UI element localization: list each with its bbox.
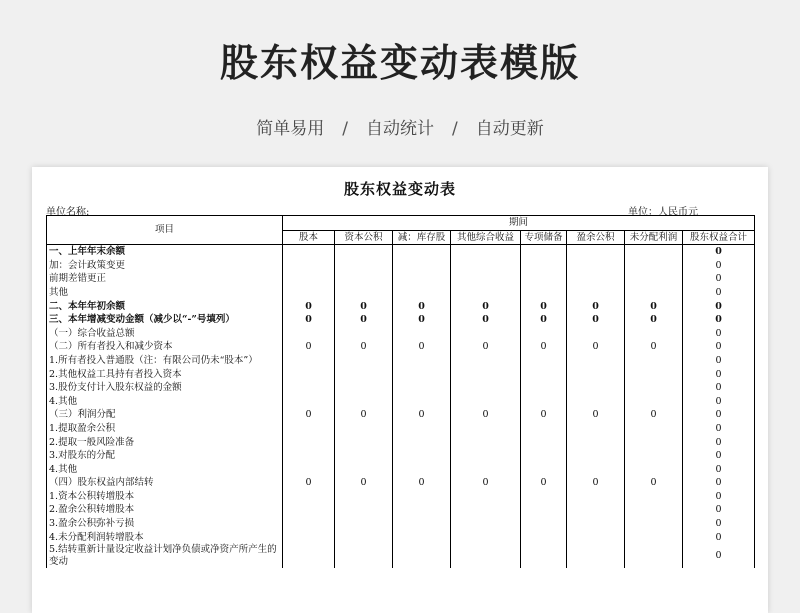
value-cell[interactable] [451,245,521,259]
value-cell[interactable]: 0 [683,300,755,314]
value-cell[interactable]: 0 [393,340,451,354]
value-cell[interactable] [335,286,393,300]
value-cell[interactable] [567,544,625,568]
feature-tags [0,114,800,139]
value-cell[interactable] [567,449,625,463]
value-cell[interactable] [283,272,335,286]
value-cell[interactable] [567,531,625,545]
value-cell[interactable] [283,354,335,368]
value-cell[interactable] [521,463,567,477]
row-label[interactable]: （一）综合收益总额 [47,327,283,341]
value-cell[interactable] [393,272,451,286]
table-row [47,476,755,490]
value-cell[interactable]: 0 [683,517,755,531]
value-cell[interactable] [521,245,567,259]
value-cell[interactable] [335,531,393,545]
row-label[interactable]: 三、本年增减变动金额（减少以“-”号填列） [47,313,283,327]
value-cell[interactable]: 0 [283,340,335,354]
row-label[interactable]: （四）股东权益内部结转 [47,476,283,490]
feature-tag: 自动更新 [475,119,544,139]
value-cell[interactable] [451,517,521,531]
value-cell[interactable]: 0 [567,408,625,422]
header-period: 期间 [283,216,755,231]
value-cell[interactable] [521,422,567,436]
column-header: 专项储备 [521,230,567,245]
value-cell[interactable] [567,463,625,477]
row-label[interactable]: 一、上年年末余额 [47,245,283,259]
value-cell[interactable] [451,368,521,382]
value-cell[interactable] [393,327,451,341]
currency-label: 单位：人民币元 [628,207,698,218]
value-cell[interactable] [567,327,625,341]
value-cell[interactable] [283,531,335,545]
value-cell[interactable] [393,381,451,395]
value-cell[interactable] [625,327,683,341]
value-cell[interactable] [451,327,521,341]
tag-separator: / [342,119,348,139]
value-cell[interactable]: 0 [683,368,755,382]
value-cell[interactable] [451,422,521,436]
table-row [47,422,755,436]
value-cell[interactable]: 0 [683,531,755,545]
value-cell[interactable] [283,368,335,382]
table-row [47,517,755,531]
value-cell[interactable] [335,245,393,259]
value-cell[interactable] [335,517,393,531]
value-cell[interactable] [283,436,335,450]
equity-statement-table [46,215,755,568]
value-cell[interactable] [521,490,567,504]
feature-tag: 简单易用 [256,119,325,139]
row-label[interactable]: （三）利润分配 [47,408,283,422]
value-cell[interactable] [625,381,683,395]
value-cell[interactable]: 0 [335,300,393,314]
row-label[interactable]: 1.资本公积转增股本 [47,490,283,504]
value-cell[interactable] [335,490,393,504]
value-cell[interactable]: 0 [683,381,755,395]
value-cell[interactable] [625,368,683,382]
table-row [47,381,755,395]
value-cell[interactable] [567,381,625,395]
value-cell[interactable] [451,272,521,286]
value-cell[interactable] [567,286,625,300]
value-cell[interactable] [521,544,567,568]
table-row [47,286,755,300]
value-cell[interactable]: 0 [451,408,521,422]
value-cell[interactable] [393,422,451,436]
value-cell[interactable]: 0 [521,313,567,327]
table-row [47,272,755,286]
value-cell[interactable]: 0 [683,272,755,286]
table-row [47,395,755,409]
value-cell[interactable] [451,354,521,368]
value-cell[interactable] [625,422,683,436]
value-cell[interactable]: 0 [683,327,755,341]
value-cell[interactable]: 0 [683,408,755,422]
value-cell[interactable] [625,531,683,545]
value-cell[interactable]: 0 [521,408,567,422]
value-cell[interactable] [521,449,567,463]
row-label[interactable]: 1.所有者投入普通股（注：有限公司仍未“股本”） [47,354,283,368]
value-cell[interactable]: 0 [567,313,625,327]
row-label[interactable]: 3.盈余公积弥补亏损 [47,517,283,531]
value-cell[interactable] [393,395,451,409]
column-header: 其他综合收益 [451,230,521,245]
value-cell[interactable] [283,490,335,504]
value-cell[interactable] [393,245,451,259]
header-item: 项目 [47,216,283,245]
value-cell[interactable]: 0 [683,286,755,300]
value-cell[interactable]: 0 [283,408,335,422]
value-cell[interactable] [451,449,521,463]
value-cell[interactable] [625,395,683,409]
value-cell[interactable] [393,503,451,517]
value-cell[interactable] [521,286,567,300]
value-cell[interactable]: 0 [451,476,521,490]
value-cell[interactable]: 0 [335,313,393,327]
value-cell[interactable] [283,327,335,341]
row-label[interactable]: 加：会计政策变更 [47,259,283,273]
value-cell[interactable] [335,422,393,436]
value-cell[interactable]: 0 [683,436,755,450]
value-cell[interactable] [393,449,451,463]
row-label[interactable]: 前期差错更正 [47,272,283,286]
value-cell[interactable] [625,503,683,517]
column-header: 资本公积 [335,230,393,245]
value-cell[interactable] [567,259,625,273]
column-header: 股本 [283,230,335,245]
value-cell[interactable] [567,503,625,517]
value-cell[interactable] [283,422,335,436]
value-cell[interactable] [567,517,625,531]
value-cell[interactable] [567,368,625,382]
value-cell[interactable] [567,245,625,259]
table-row [47,531,755,545]
value-cell[interactable]: 0 [335,408,393,422]
value-cell[interactable]: 0 [683,354,755,368]
value-cell[interactable] [625,544,683,568]
value-cell[interactable]: 0 [451,300,521,314]
value-cell[interactable] [393,517,451,531]
table-row [47,490,755,504]
value-cell[interactable] [283,395,335,409]
value-cell[interactable] [283,449,335,463]
value-cell[interactable] [521,368,567,382]
value-cell[interactable] [625,490,683,504]
value-cell[interactable]: 0 [683,245,755,259]
row-label[interactable]: 其他 [47,286,283,300]
value-cell[interactable] [283,259,335,273]
table-row [47,340,755,354]
value-cell[interactable] [451,503,521,517]
value-cell[interactable] [625,449,683,463]
value-cell[interactable] [283,503,335,517]
column-header: 未分配利润 [625,230,683,245]
table-row [47,327,755,341]
value-cell[interactable]: 0 [683,544,755,568]
value-cell[interactable] [393,286,451,300]
value-cell[interactable] [451,436,521,450]
value-cell[interactable] [625,245,683,259]
table-row [47,245,755,259]
value-cell[interactable]: 0 [625,300,683,314]
value-cell[interactable]: 0 [683,476,755,490]
value-cell[interactable] [335,327,393,341]
value-cell[interactable] [521,517,567,531]
spreadsheet-sheet [32,167,768,613]
value-cell[interactable] [335,544,393,568]
value-cell[interactable] [335,503,393,517]
value-cell[interactable]: 0 [625,340,683,354]
column-header: 减：库存股 [393,230,451,245]
value-cell[interactable] [393,436,451,450]
value-cell[interactable] [521,436,567,450]
row-label[interactable]: 2.提取一般风险准备 [47,436,283,450]
value-cell[interactable]: 0 [393,300,451,314]
value-cell[interactable] [521,327,567,341]
value-cell[interactable]: 0 [567,476,625,490]
value-cell[interactable]: 0 [683,395,755,409]
value-cell[interactable] [521,381,567,395]
row-label[interactable]: 4.其他 [47,463,283,477]
value-cell[interactable] [335,354,393,368]
value-cell[interactable] [521,531,567,545]
table-row [47,368,755,382]
table-row [47,436,755,450]
value-cell[interactable]: 0 [393,476,451,490]
row-label[interactable]: 2.其他权益工具持有者投入资本 [47,368,283,382]
column-header: 股东权益合计 [683,230,755,245]
value-cell[interactable] [451,490,521,504]
table-row [47,503,755,517]
row-label[interactable]: （二）所有者投入和减少资本 [47,340,283,354]
feature-tag: 自动统计 [366,119,434,139]
value-cell[interactable] [335,395,393,409]
value-cell[interactable]: 0 [521,300,567,314]
value-cell[interactable] [393,544,451,568]
value-cell[interactable] [521,272,567,286]
row-label[interactable]: 3.对股东的分配 [47,449,283,463]
table-row [47,408,755,422]
value-cell[interactable] [521,503,567,517]
table-row [47,300,755,314]
value-cell[interactable]: 0 [683,259,755,273]
value-cell[interactable]: 0 [625,313,683,327]
value-cell[interactable]: 0 [567,340,625,354]
value-cell[interactable] [335,463,393,477]
value-cell[interactable] [451,381,521,395]
column-header: 盈余公积 [567,230,625,245]
value-cell[interactable] [625,436,683,450]
value-cell[interactable] [335,272,393,286]
value-cell[interactable] [451,531,521,545]
value-cell[interactable] [567,395,625,409]
value-cell[interactable] [393,463,451,477]
value-cell[interactable] [393,531,451,545]
value-cell[interactable]: 0 [283,300,335,314]
value-cell[interactable]: 0 [625,476,683,490]
page-title: 股东权益变动表模版 [219,41,580,85]
value-cell[interactable] [625,259,683,273]
value-cell[interactable] [567,354,625,368]
value-cell[interactable] [567,422,625,436]
value-cell[interactable] [335,259,393,273]
value-cell[interactable]: 0 [451,340,521,354]
value-cell[interactable] [451,544,521,568]
value-cell[interactable] [393,354,451,368]
value-cell[interactable] [335,381,393,395]
table-row [47,354,755,368]
value-cell[interactable] [625,286,683,300]
tag-separator: / [452,119,458,139]
value-cell[interactable] [393,368,451,382]
value-cell[interactable]: 0 [335,340,393,354]
value-cell[interactable]: 0 [683,449,755,463]
value-cell[interactable]: 0 [567,300,625,314]
table-row [47,313,755,327]
value-cell[interactable] [625,517,683,531]
value-cell[interactable] [625,463,683,477]
value-cell[interactable]: 0 [683,313,755,327]
value-cell[interactable]: 0 [683,422,755,436]
value-cell[interactable] [451,259,521,273]
value-cell[interactable] [451,395,521,409]
table-row [47,259,755,273]
value-cell[interactable]: 0 [683,490,755,504]
value-cell[interactable] [567,490,625,504]
value-cell[interactable] [625,354,683,368]
value-cell[interactable] [283,245,335,259]
value-cell[interactable] [335,449,393,463]
value-cell[interactable] [283,286,335,300]
row-label[interactable]: 3.股份支付计入股东权益的金额 [47,381,283,395]
value-cell[interactable]: 0 [283,313,335,327]
value-cell[interactable]: 0 [283,476,335,490]
unit-name-label: 单位名称: [46,207,90,218]
value-cell[interactable] [625,272,683,286]
value-cell[interactable] [451,463,521,477]
value-cell[interactable] [393,259,451,273]
value-cell[interactable] [283,463,335,477]
value-cell[interactable]: 0 [683,503,755,517]
value-cell[interactable]: 0 [335,476,393,490]
row-label[interactable]: 1.提取盈余公积 [47,422,283,436]
sheet-title: 股东权益变动表 [343,180,456,198]
row-label[interactable]: 二、本年年初余额 [47,300,283,314]
value-cell[interactable] [283,544,335,568]
value-cell[interactable]: 0 [393,408,451,422]
value-cell[interactable]: 0 [683,340,755,354]
table-row [47,449,755,463]
value-cell[interactable] [451,286,521,300]
value-cell[interactable] [335,436,393,450]
table-row [47,544,755,568]
value-cell[interactable] [283,381,335,395]
value-cell[interactable] [393,490,451,504]
value-cell[interactable] [521,354,567,368]
row-label[interactable]: 4.其他 [47,395,283,409]
value-cell[interactable]: 0 [393,313,451,327]
value-cell[interactable]: 0 [521,340,567,354]
value-cell[interactable] [567,272,625,286]
value-cell[interactable]: 0 [451,313,521,327]
row-label[interactable]: 2.盈余公积转增股本 [47,503,283,517]
value-cell[interactable]: 0 [521,476,567,490]
value-cell[interactable] [521,259,567,273]
value-cell[interactable]: 0 [683,463,755,477]
value-cell[interactable] [521,395,567,409]
table-row [47,463,755,477]
value-cell[interactable] [335,368,393,382]
value-cell[interactable] [283,517,335,531]
value-cell[interactable]: 0 [625,408,683,422]
row-label[interactable]: 5.结转重新计量设定收益计划净负债或净资产所产生的变动 [47,544,283,568]
value-cell[interactable] [567,436,625,450]
row-label[interactable]: 4.未分配利润转增股本 [47,531,283,545]
